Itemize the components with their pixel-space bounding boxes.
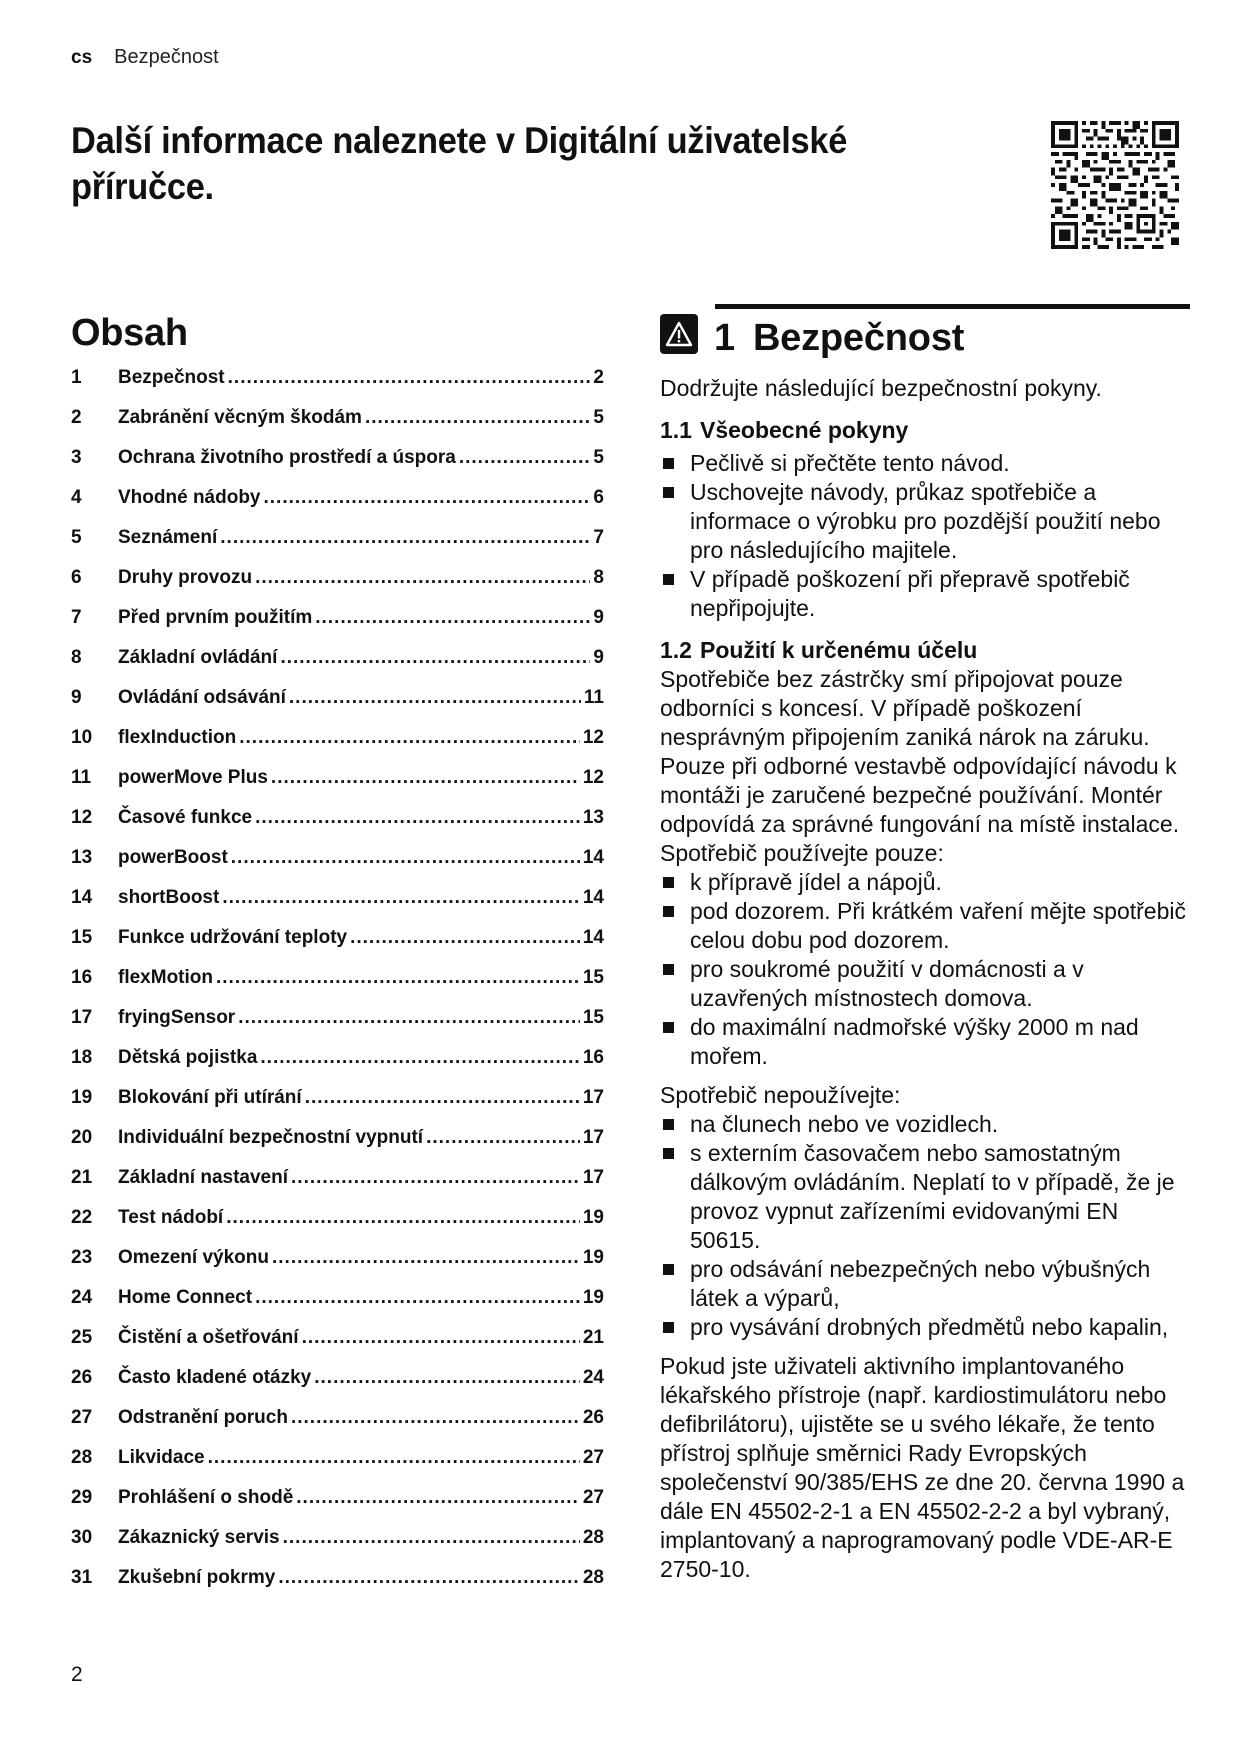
subsection-number: 1.2 [660, 637, 692, 663]
toc-entry-title: fryingSensor [118, 1007, 236, 1028]
toc-entry-page: 26 [582, 1407, 604, 1428]
toc-entry-number: 31 [71, 1567, 93, 1588]
toc-dot-leader [260, 1047, 579, 1069]
toc-entry-title: flexInduction [118, 727, 237, 748]
toc-entry-number: 12 [71, 807, 93, 828]
toc-dot-leader [291, 1407, 580, 1429]
toc-entry[interactable] [71, 1567, 604, 1607]
toc-dot-leader [238, 1007, 580, 1029]
toc-entry-page: 2 [593, 367, 604, 388]
list-item [660, 1013, 1190, 1071]
toc-dot-leader [350, 927, 580, 949]
medical-implant-paragraph: Pokud jste uživateli aktivního implantovaného lékařského přístroje (např. kardiostimulátoru nebo defibrilátoru), ujistěte se u svého lékaře, že tento přístroj splňuje směrnici Rady Evropských společenství 90/385/EHS ze dne 20. června 1990 a dále EN 45502-2-1 a EN 45502-2-2 a byl vybraný, implantovaný a naprogramovaný podle VDE-AR-E 2750-10. [660, 1353, 1185, 1582]
toc-entry-number: 20 [71, 1127, 93, 1148]
list-item [660, 897, 1190, 955]
toc-entry[interactable] [71, 807, 604, 847]
list-item [660, 1139, 1190, 1255]
toc-entry-number: 27 [71, 1407, 93, 1428]
list-item-text: s externím časovačem nebo samostatným dálkovým ovládáním. Neplatí to v případě, že je provoz vypnut zařízeními evidovanými EN 50615. [690, 1140, 1175, 1253]
toc-entry[interactable] [71, 1047, 604, 1087]
installation-paragraph: Spotřebiče bez zástrčky smí připojovat pouze odborníci s koncesí. V případě poškození nesprávným připojením zaniká nárok na záruku. Pouze při odborné vestavbě odpovídající návodu k montáži je zaručené bezpečné používání. Montér odpovídá za správné fungování na místě instalace. [660, 666, 1180, 837]
toc-entry-number: 26 [71, 1367, 93, 1388]
toc-entry-page: 17 [582, 1087, 604, 1108]
toc-entry-title: flexMotion [118, 967, 213, 988]
toc-entry-title: Základní nastavení [118, 1167, 289, 1188]
toc-entry-page: 28 [582, 1567, 604, 1588]
toc-entry-page: 14 [582, 847, 604, 868]
toc-dot-leader [255, 567, 590, 589]
list-item-text: Uschovejte návody, průkaz spotřebiče a informace o výrobku pro pozdější použití nebo pro následujícího majitele. [690, 479, 1161, 563]
toc-entry-page: 27 [582, 1447, 604, 1468]
toc-dot-leader [291, 1167, 580, 1189]
toc-entry-title: Ovládání odsávání [118, 687, 286, 708]
section-title-text: Bezpečnost [752, 316, 965, 359]
toc-dot-leader [280, 647, 590, 669]
toc-entry-number: 23 [71, 1247, 93, 1268]
toc-entry-number: 25 [71, 1327, 93, 1348]
toc-heading: Obsah [71, 312, 188, 354]
toc-entry-title: Odstranění poruch [118, 1407, 288, 1428]
toc-entry-page: 9 [593, 647, 604, 668]
toc-entry[interactable] [71, 647, 604, 687]
list-item-text: do maximální nadmořské výšky 2000 m nad mořem. [690, 1014, 1139, 1069]
general-instructions-list [660, 449, 1190, 623]
safety-section [660, 300, 1190, 1584]
page-title: Další informace naleznete v Digitální uživatelské příručce. [71, 120, 848, 207]
toc-entry[interactable] [71, 1527, 604, 1567]
toc-dot-leader [305, 1087, 580, 1109]
bullet-square-icon [663, 877, 674, 888]
toc-entry-title: Individuální bezpečnostní vypnutí [118, 1127, 424, 1148]
toc-entry[interactable] [71, 967, 604, 1007]
toc-entry[interactable] [71, 527, 604, 567]
toc-entry-page: 7 [593, 527, 604, 548]
toc-dot-leader [220, 527, 590, 549]
toc-dot-leader [216, 967, 580, 989]
toc-entry-title: Druhy provozu [118, 567, 253, 588]
toc-entry-page: 9 [593, 607, 604, 628]
list-item [660, 449, 1190, 478]
toc-entry-number: 22 [71, 1207, 93, 1228]
toc-entry-page: 17 [582, 1127, 604, 1148]
toc-dot-leader [228, 367, 591, 389]
toc-dot-leader [231, 847, 580, 869]
toc-entry-page: 15 [582, 1007, 604, 1028]
toc-entry-number: 17 [71, 1007, 93, 1028]
toc-entry-page: 19 [582, 1207, 604, 1228]
toc-entry-number: 29 [71, 1487, 93, 1508]
list-item [660, 565, 1190, 623]
list-item [660, 478, 1190, 565]
bullet-square-icon [663, 906, 674, 917]
toc-entry-number: 21 [71, 1167, 93, 1188]
toc-dot-leader [365, 407, 590, 429]
bullet-square-icon [663, 1322, 674, 1333]
toc-dot-leader [255, 807, 580, 829]
list-item [660, 1313, 1190, 1342]
toc-entry[interactable] [71, 1247, 604, 1287]
do-not-use-label: Spotřebič nepoužívejte: [660, 1082, 901, 1108]
toc-entry-number: 2 [71, 407, 82, 428]
list-item-text: k přípravě jídel a nápojů. [690, 869, 942, 895]
running-header [71, 46, 219, 69]
toc-entry-title: Základní ovládání [118, 647, 278, 668]
toc-dot-leader [271, 767, 580, 789]
toc-dot-leader [302, 1327, 580, 1349]
toc-entry-title: Dětská pojistka [118, 1047, 258, 1068]
toc-entry-page: 15 [582, 967, 604, 988]
toc-entry-page: 13 [582, 807, 604, 828]
list-item-text: pro soukromé použití v domácnosti a v uzavřených místnostech domova. [690, 956, 1084, 1011]
language-code: cs [71, 47, 93, 68]
toc-entry-number: 4 [71, 487, 82, 508]
toc-entry-title: Čistění a ošetřování [118, 1327, 299, 1348]
list-item [660, 1255, 1190, 1313]
list-item-text: pro odsávání nebezpečných nebo výbušných látek a výparů, [690, 1256, 1151, 1311]
toc-entry-title: Před prvním použitím [118, 607, 313, 628]
toc-entry-title: Zkušební pokrmy [118, 1567, 276, 1588]
toc-entry-number: 28 [71, 1447, 93, 1468]
toc-entry-title: powerMove Plus [118, 767, 268, 788]
section-title [714, 317, 964, 360]
bullet-square-icon [663, 1264, 674, 1275]
toc-entry-page: 19 [582, 1247, 604, 1268]
toc-entry-page: 24 [582, 1367, 604, 1388]
toc-entry-number: 6 [71, 567, 82, 588]
toc-entry-title: Vhodné nádoby [118, 487, 261, 508]
toc-entry-number: 3 [71, 447, 82, 468]
list-item-text: pro vysávání drobných předmětů nebo kapalin, [690, 1314, 1169, 1340]
list-item-text: pod dozorem. Při krátkém vaření mějte spotřebič celou dobu pod dozorem. [690, 898, 1186, 953]
list-item [660, 955, 1190, 1013]
subsection-title: Všeobecné pokyny [699, 417, 909, 443]
toc-entry[interactable] [71, 1127, 604, 1167]
toc-entry[interactable] [71, 1167, 604, 1207]
toc-entry-number: 19 [71, 1087, 93, 1108]
toc-entry-page: 21 [582, 1327, 604, 1348]
list-item-text: Pečlivě si přečtěte tento návod. [690, 450, 1010, 476]
bullet-square-icon [663, 1148, 674, 1159]
do-not-use-list [660, 1110, 1190, 1342]
toc-entry[interactable] [71, 407, 604, 447]
page-number: 2 [71, 1663, 83, 1686]
toc-entry-page: 16 [582, 1047, 604, 1068]
toc-entry[interactable] [71, 1407, 604, 1447]
toc-entry[interactable] [71, 447, 604, 487]
subsection-number: 1.1 [660, 417, 692, 443]
toc-entry-title: Ochrana životního prostředí a úspora [118, 447, 456, 468]
use-only-list [660, 868, 1190, 1071]
toc-dot-leader [264, 487, 591, 509]
toc-entry-page: 19 [582, 1287, 604, 1308]
subsection-heading-general [660, 415, 1190, 445]
list-item [660, 868, 1190, 897]
toc-entry[interactable] [71, 927, 604, 967]
toc-entry[interactable] [71, 1487, 604, 1527]
toc-entry-number: 11 [71, 767, 92, 788]
use-only-label: Spotřebič používejte pouze: [660, 840, 944, 866]
bullet-square-icon [663, 574, 674, 585]
list-item [660, 1110, 1190, 1139]
subsection-title: Použití k určenému účelu [699, 637, 978, 663]
toc-entry-number: 7 [71, 607, 82, 628]
toc-entry[interactable] [71, 727, 604, 767]
toc-entry[interactable] [71, 1367, 604, 1407]
toc-entry[interactable] [71, 1207, 604, 1247]
toc-entry[interactable] [71, 487, 604, 527]
toc-entry-number: 13 [71, 847, 93, 868]
toc-entry-title: Funkce udržování teploty [118, 927, 348, 948]
section-number: 1 [714, 316, 735, 359]
toc-entry-page: 5 [593, 407, 604, 428]
toc-entry-number: 5 [71, 527, 82, 548]
toc-entry-page: 12 [582, 767, 604, 788]
bullet-square-icon [663, 1119, 674, 1130]
toc-entry-number: 10 [71, 727, 93, 748]
toc-entry-number: 24 [71, 1287, 93, 1308]
toc-dot-leader [255, 1287, 580, 1309]
toc-entry[interactable] [71, 367, 604, 407]
toc-entry-page: 6 [593, 487, 604, 508]
toc-entry-title: Prohlášení o shodě [118, 1487, 294, 1508]
toc-entry-number: 16 [71, 967, 93, 988]
subsection-heading-intended-use [660, 635, 1190, 665]
toc-entry-number: 15 [71, 927, 93, 948]
toc-dot-leader [314, 1367, 580, 1389]
toc-entry-page: 11 [583, 687, 604, 708]
toc-entry[interactable] [71, 1447, 604, 1487]
toc-dot-leader [459, 447, 591, 469]
toc-entry-page: 12 [582, 727, 604, 748]
toc-dot-leader [296, 1487, 580, 1509]
toc-entry-page: 17 [582, 1167, 604, 1188]
toc-entry-page: 5 [593, 447, 604, 468]
toc-dot-leader [283, 1527, 580, 1549]
toc-dot-leader [272, 1247, 580, 1269]
toc-entry-title: Zákaznický servis [118, 1527, 280, 1548]
toc-entry-title: powerBoost [118, 847, 228, 868]
toc-dot-leader [289, 687, 581, 709]
toc-entry[interactable] [71, 687, 604, 727]
toc-entry-title: Home Connect [118, 1287, 253, 1308]
toc-entry-title: Bezpečnost [118, 367, 225, 388]
toc-entry-number: 1 [71, 367, 82, 388]
warning-triangle-icon [660, 314, 698, 354]
toc-entry[interactable] [71, 847, 604, 887]
bullet-square-icon [663, 487, 674, 498]
toc-entry-number: 9 [71, 687, 82, 708]
toc-entry-title: shortBoost [118, 887, 220, 908]
toc-entry-title: Blokování při utírání [118, 1087, 302, 1108]
toc-entry-title: Seznámení [118, 527, 218, 548]
toc-entry-title: Likvidace [118, 1447, 205, 1468]
toc-entry[interactable] [71, 1087, 604, 1127]
toc-entry-title: Zabránění věcným škodám [118, 407, 362, 428]
toc-entry[interactable] [71, 1287, 604, 1327]
toc-entry-title: Často kladené otázky [118, 1367, 312, 1388]
toc-entry-title: Omezení výkonu [118, 1247, 269, 1268]
section-heading [660, 310, 1190, 366]
toc-dot-leader [315, 607, 590, 629]
toc-entry-number: 14 [71, 887, 93, 908]
bullet-square-icon [663, 1022, 674, 1033]
toc-entry[interactable] [71, 567, 604, 607]
toc-entry-number: 8 [71, 647, 82, 668]
toc-entry-title: Časové funkce [118, 807, 253, 828]
table-of-contents [71, 312, 604, 1607]
toc-dot-leader [426, 1127, 580, 1149]
toc-entry[interactable] [71, 1327, 604, 1367]
toc-entry-page: 28 [582, 1527, 604, 1548]
bullet-square-icon [663, 964, 674, 975]
toc-entry[interactable] [71, 1007, 604, 1047]
toc-entry-number: 18 [71, 1047, 93, 1068]
section-intro: Dodržujte následující bezpečnostní pokyny. [660, 375, 1102, 401]
qr-code-icon[interactable] [1051, 121, 1179, 249]
toc-entry-number: 30 [71, 1527, 93, 1548]
toc-entry[interactable] [71, 767, 604, 807]
bullet-square-icon [663, 458, 674, 469]
list-item-text: na člunech nebo ve vozidlech. [690, 1111, 999, 1137]
running-section-name: Bezpečnost [114, 46, 219, 68]
toc-dot-leader [208, 1447, 580, 1469]
toc-entry-page: 14 [582, 927, 604, 948]
toc-dot-leader [278, 1567, 580, 1589]
toc-entry[interactable] [71, 607, 604, 647]
list-item-text: V případě poškození při přepravě spotřebič nepřipojujte. [690, 566, 1130, 621]
toc-entry-page: 14 [582, 887, 604, 908]
toc-dot-leader [222, 887, 580, 909]
toc-dot-leader [239, 727, 580, 749]
toc-entry-page: 8 [593, 567, 604, 588]
toc-list [71, 367, 604, 1607]
toc-entry[interactable] [71, 887, 604, 927]
toc-dot-leader [226, 1207, 580, 1229]
toc-entry-title: Test nádobí [118, 1207, 224, 1228]
toc-entry-page: 27 [582, 1487, 604, 1508]
